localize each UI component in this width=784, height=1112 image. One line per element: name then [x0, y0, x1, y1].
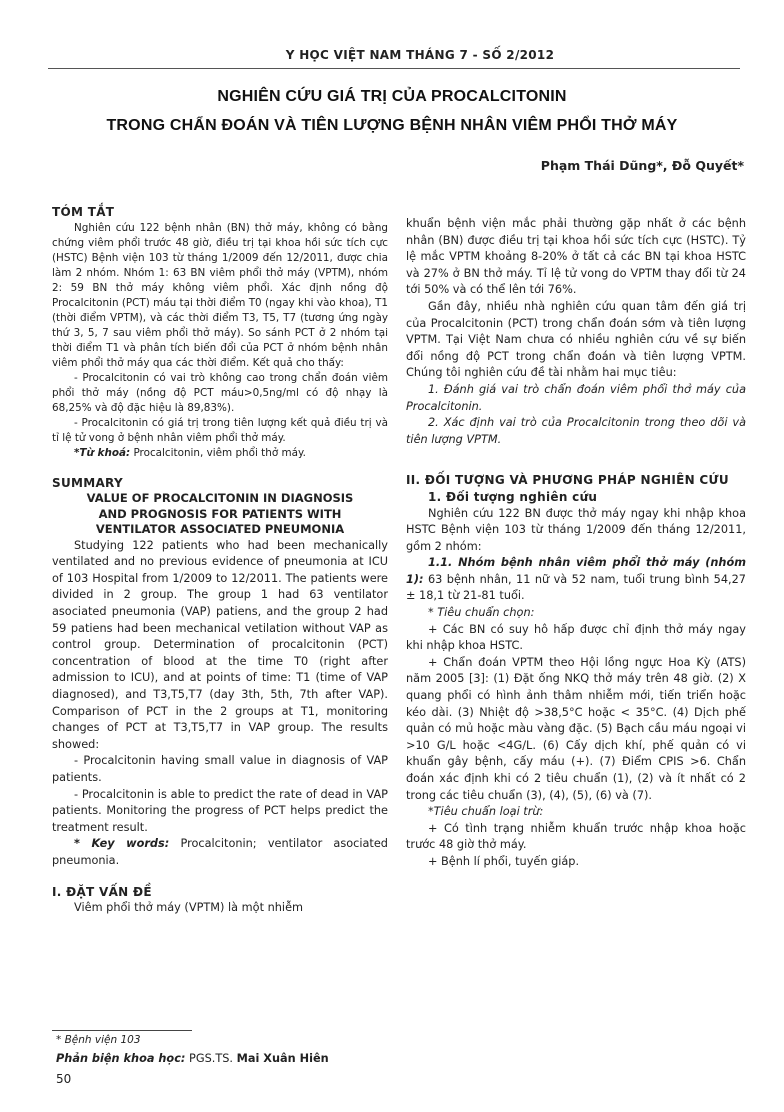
- article-title-line-1: NGHIÊN CỨU GIÁ TRỊ CỦA PROCALCITONIN: [217, 88, 567, 105]
- authors: Phạm Thái Dũng*, Đỗ Quyết*: [540, 158, 744, 173]
- inclusion-criteria-label: * Tiêu chuẩn chọn:: [428, 606, 535, 620]
- footnote-rule: [52, 1030, 192, 1031]
- tomtat-paragraph-2: - Procalcitonin có vai trò không cao trong chẩn đoán viêm phổi thở máy (nồng độ PCT máu>0,5ng/ml có độ nhạy là 68,25% và độ đặc hiệu là 89,83%).: [52, 371, 388, 414]
- left-column: [52, 200, 388, 917]
- right-column: [406, 216, 746, 871]
- section-2-heading: II. ĐỐI TƯỢNG VÀ PHƯƠNG PHÁP NGHIÊN CỨU: [406, 473, 729, 488]
- tomtat-paragraph-1: Nghiên cứu 122 bệnh nhân (BN) thở máy, không có bằng chứng viêm phổi trước 48 giờ, điều trị tại khoa hồi sức tích cực (HSTC) Bệnh viện 103 từ tháng 1/2009 đến 12/2011, được chia làm 2 nhóm. Nhóm 1: 63 BN viêm phổi thở máy (VPTM), nhóm 2: 59 BN thở máy không viêm phổi. Xác định nồng độ Procalcitonin (PCT) máu tại thời điểm T0 (ngay khi vào khoa), T1 (thời điểm VPTM), và các thời điểm T3, T5, T7 (tương ứng ngày thứ 3, 5, 7 sau viêm phổi thở máy). So sánh PCT ở 2 nhóm tại thời điểm T1 và phân tích biến đổi của PCT ở nhóm bệnh nhân viêm phổi thở máy qua các thời điểm. Kết quả cho thấy:: [52, 221, 388, 369]
- tomtat-heading: TÓM TẮT: [52, 205, 115, 219]
- journal-header: Y HỌC VIỆT NAM THÁNG 7 - SỐ 2/2012: [285, 48, 555, 62]
- tomtat-keywords-label: *Từ khoá:: [74, 446, 131, 459]
- footnote-affiliation: * Bệnh viện 103: [56, 1034, 141, 1046]
- tomtat-keywords-text: Procalcitonin, viêm phổi thở máy.: [130, 446, 306, 459]
- summary-paragraph-2: - Procalcitonin having small value in diagnosis of VAP patients.: [52, 754, 388, 784]
- inclusion-criterion-2: + Chẩn đoán VPTM theo Hội lồng ngực Hoa Kỳ (ATS) năm 2005 [3]: (1) Đặt ống NKQ thở máy trên 48 giờ. (2) X quang phổi có hình ảnh thâm nhiễm mới, tiến triển hoặc kéo dài. (3) Nhiệt độ >38,5°C hoặc < 35°C. (4) Dịch phế quản có mủ hoặc màu vàng đặc. (5) Bạch cầu máu ngoại vi >10 G/L hoặc <4G/L. (6) Cấy dịch khí, phế quản có vi khuẩn gây bệnh, cấy máu (+). (7) Điểm CPIS >6. Chẩn đoán xác định khi có 2 tiêu chuẩn (1), (2) và ít nhất có 2 trong các tiêu chuẩn (3), (4), (5), (6) và (7).: [406, 655, 746, 802]
- tomtat-paragraph-3: - Procalcitonin có giá trị trong tiên lượng kết quả điều trị và tỉ lệ tử vong ở bệnh nhân viêm phổi thở máy.: [52, 416, 388, 444]
- inclusion-criterion-1: + Các BN có suy hô hấp được chỉ định thở máy ngay khi nhập khoa HSTC.: [406, 622, 746, 653]
- reviewer-label: Phản biện khoa học:: [56, 1052, 186, 1065]
- group-1-text: 63 bệnh nhân, 11 nữ và 52 nam, tuổi trung bình 54,27 ± 18,1 từ 21-81 tuổi.: [406, 572, 746, 603]
- footnote-reviewer: [56, 1052, 329, 1065]
- section-1-heading: I. ĐẶT VẤN ĐỀ: [52, 884, 152, 899]
- group-1-label: 1.1. Nhóm bệnh nhân viêm phổi thở máy (nhóm 1):: [406, 556, 746, 586]
- exclusion-criteria-label: *Tiêu chuẩn loại trừ:: [428, 805, 544, 819]
- summary-title-line-2: AND PROGNOSIS FOR PATIENTS WITH: [98, 506, 342, 521]
- summary-heading: SUMMARY: [52, 475, 123, 490]
- section-1-paragraph-start: Viêm phổi thở máy (VPTM) là một nhiễm: [74, 901, 304, 915]
- group-1-description: [406, 555, 746, 605]
- reviewer-title: PGS.TS.: [185, 1052, 237, 1065]
- page-number: 50: [56, 1072, 72, 1086]
- summary-keywords-text: Procalcitonin; ventilator asociated pneumonia.: [52, 837, 388, 867]
- summary-title-line-3: VENTILATOR ASSOCIATED PNEUMONIA: [95, 522, 345, 537]
- summary-paragraph-1: Studying 122 patients who had been mechanically ventilated and no previous evidence of pneumonia at ICU of 103 Hospital from 1/2009 to 12/2011. The patients were divided in 2 group. The group 1 had 63 ventilator asociated pneumonia (VAP) patiens, and the group 2 had 59 patiens had been mechanical vetilation without VAP as control group. Determination of procalcitonin (PCT) concentration of blood at the time T0 (right after admission to ICU), and at points of time: T1 (time of VAP diagnosed), and T3,T5,T7 (day 3th, 5th, 7th after VAP). Comparison of PCT in the 2 groups at T1, monitoring changes of PCT at T3,T5,T7 in VAP group. The results showed:: [52, 538, 388, 751]
- section-2-subheading-1: 1. Đối tượng nghiên cứu: [428, 489, 598, 504]
- reviewer-name: Mai Xuân Hiên: [236, 1052, 329, 1065]
- goal-1: 1. Đánh giá vai trò chẩn đoán viêm phổi thở máy của Procalcitonin.: [406, 382, 746, 413]
- tomtat-keywords: [52, 446, 388, 461]
- section-1-paragraph-continued: khuẩn bệnh viện mắc phải thường gặp nhất ở các bệnh nhân (BN) được điều trị tại khoa hồi sức tích cực (HSTC). Tỷ lệ mắc VPTM khoảng 8-20% ở tất cả các BN tại khoa HSTC và 27% ở BN thở máy. Tỉ lệ tử vong do VPTM thay đổi từ 24 tới 50% và có thể lên tới 76%.: [406, 217, 746, 297]
- header-rule: [48, 68, 740, 69]
- section-1-paragraph-2: Gần đây, nhiều nhà nghiên cứu quan tâm đến giá trị của Procalcitonin (PCT) trong chẩn đoán sớm và tiên lượng VPTM. Tại Việt Nam chưa có nhiều nghiên cứu về sự biến đổi nồng độ PCT trong chẩn đoán và tiên lượng VPTM. Chúng tôi nghiên cứu đề tài nhằm hai mục tiêu:: [406, 299, 746, 380]
- exclusion-criterion-2: + Bệnh lí phổi, tuyến giáp.: [428, 854, 580, 868]
- summary-keywords: [52, 836, 388, 869]
- summary-paragraph-3: - Procalcitonin is able to predict the rate of dead in VAP patients. Monitoring the progress of PCT helps predict the treatment result.: [52, 787, 388, 834]
- summary-keywords-label: * Key words:: [74, 837, 170, 851]
- section-2-paragraph-1: Nghiên cứu 122 BN được thở máy ngay khi nhập khoa HSTC Bệnh viện 103 từ tháng 1/2009 đến tháng 12/2011, gồm 2 nhóm:: [406, 506, 746, 553]
- summary-title-line-1: VALUE OF PROCALCITONIN IN DIAGNOSIS: [86, 491, 354, 506]
- goal-2: 2. Xác định vai trò của Procalcitonin trong theo dõi và tiên lượng VPTM.: [406, 416, 746, 446]
- exclusion-criterion-1: + Có tình trạng nhiễm khuẩn trước nhập khoa hoặc trước 48 giờ thở máy.: [406, 821, 746, 852]
- article-title-line-2: TRONG CHẨN ĐOÁN VÀ TIÊN LƯỢNG BỆNH NHÂN VIÊM PHỔI THỞ MÁY: [106, 117, 678, 134]
